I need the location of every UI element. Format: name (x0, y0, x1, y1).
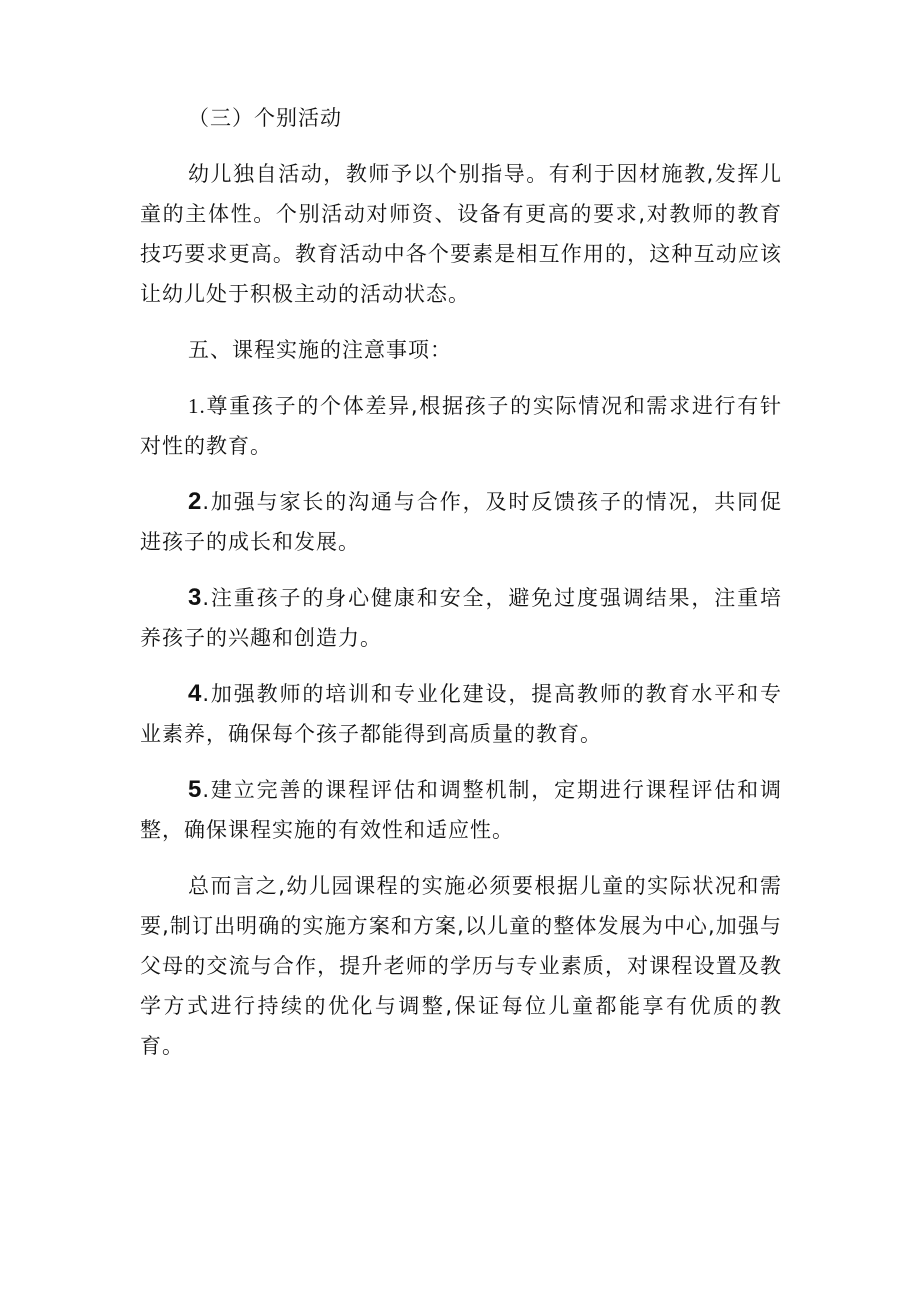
list-text-2: .加强与家长的沟通与合作，及时反馈孩子的情况，共同促进孩子的成长和发展。 (140, 490, 782, 554)
list-number-1: 1. (188, 394, 206, 418)
list-item-4 (140, 674, 782, 754)
list-number-2: 2 (188, 488, 203, 515)
document-body (140, 98, 782, 1066)
subheading: （三）个别活动 (188, 106, 342, 130)
list-number-3: 3 (188, 584, 203, 611)
list-item-3 (140, 578, 782, 658)
list-item-5 (140, 770, 782, 850)
list-text-5: .建立完善的课程评估和调整机制，定期进行课程评估和调整，确保课程实施的有效性和适应性。 (140, 778, 782, 842)
conclusion-paragraph: 总而言之,幼儿园课程的实施必须要根据儿童的实际状况和需要,制订出明确的实施方案和方案,以儿童的整体发展为中心,加强与父母的交流与合作，提升老师的学历与专业素质，对课程设置及教学方式进行持续的优化与调整,保证每位儿童都能享有优质的教育。 (140, 874, 782, 1058)
list-item-1 (140, 386, 782, 466)
list-item-2 (140, 482, 782, 562)
intro-paragraph: 幼儿独自活动，教师予以个别指导。有利于因材施教,发挥儿童的主体性。个别活动对师资、设备有更高的要求,对教师的教育技巧要求更高。教育活动中各个要素是相互作用的，这种互动应该让幼儿处于积极主动的活动状态。 (140, 162, 782, 306)
list-number-4: 4 (188, 680, 203, 707)
section-title: 五、课程实施的注意事项： (188, 338, 452, 362)
list-number-5: 5 (188, 776, 203, 803)
list-text-3: .注重孩子的身心健康和安全，避免过度强调结果，注重培养孩子的兴趣和创造力。 (140, 586, 782, 650)
list-text-4: .加强教师的培训和专业化建设，提高教师的教育水平和专业素养，确保每个孩子都能得到高质量的教育。 (140, 682, 782, 746)
list-text-1: 尊重孩子的个体差异,根据孩子的实际情况和需求进行有针对性的教育。 (140, 394, 782, 458)
